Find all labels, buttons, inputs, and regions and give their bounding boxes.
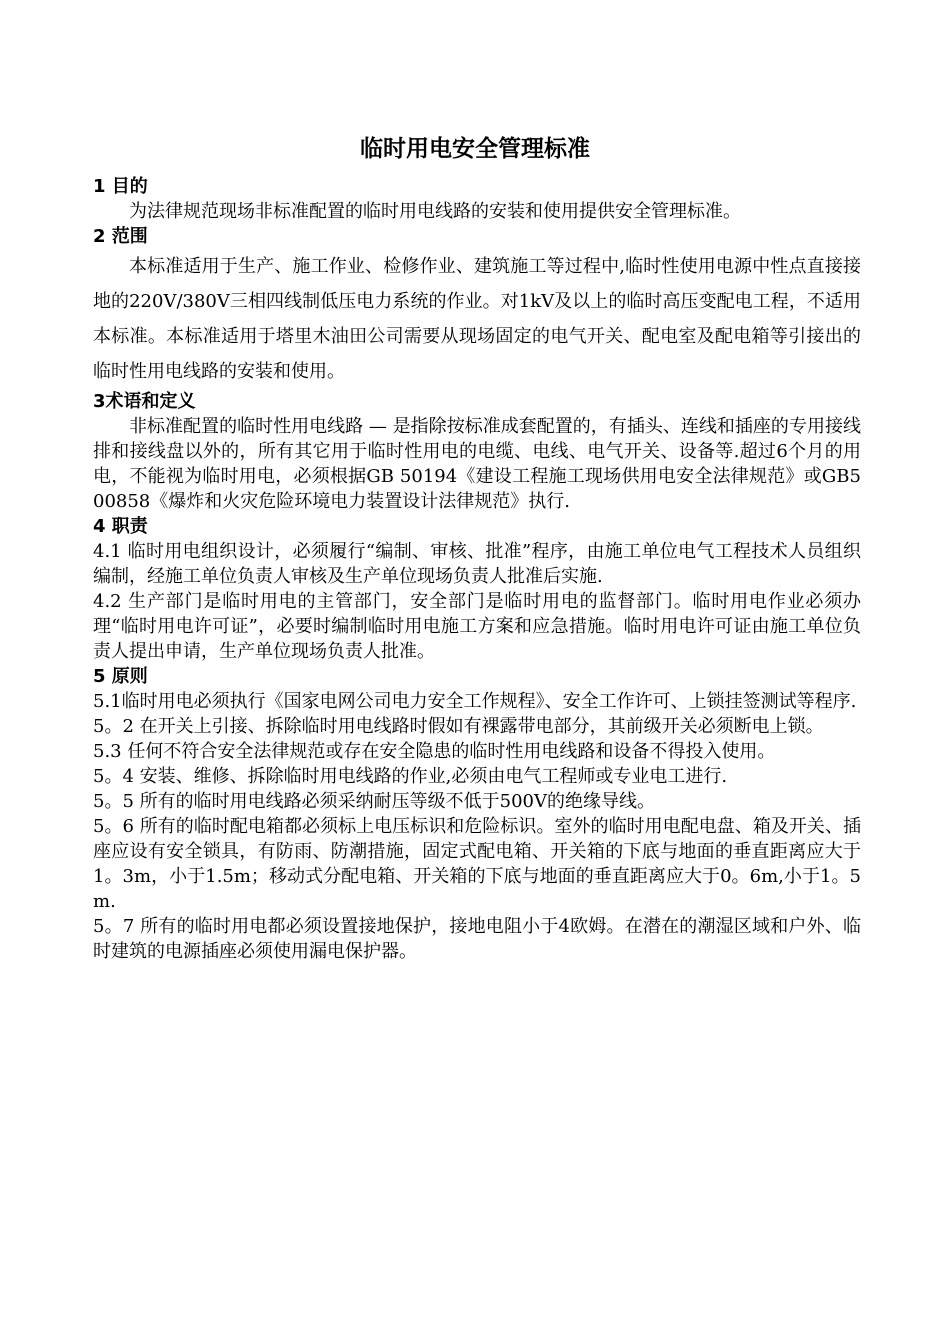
principle-item: 5。6 所有的临时配电箱都必须标上电压标识和危险标识。室外的临时用电配电盘、箱及开关、插座应设有安全锁具，有防雨、防潮措施，固定式配电箱、开关箱的下底与地面的垂直距离应大于1。3m，小于1.5m；移动式分配电箱、开关箱的下底与地面的垂直距离应大于0。6m,小于1。5m. [93, 816, 861, 912]
responsibility-item: 4.2 生产部门是临时用电的主管部门，安全部门是临时用电的监督部门。临时用电作业必须办理“临时用电许可证”，必要时编制临时用电施工方案和应急措施。临时用电许可证由施工单位负责人提出申请，生产单位现场负责人批准。 [93, 591, 861, 662]
principle-item: 5.1临时用电必须执行《国家电网公司电力安全工作规程》、安全工作许可、上锁挂签测试等程序. [93, 691, 857, 712]
terms-paragraph: 非标准配置的临时性用电线路 — 是指除按标准成套配置的，有插头、连线和插座的专用接线排和接线盘以外的，所有其它用于临时性用电的电缆、电线、电气开关、设备等.超过6个月的用电，不能视为临时用电，必须根据GB 50194《建设工程施工现场供用电安全法律规范》或GB500858《爆炸和火灾危险环境电力装置设计法律规范》执行. [93, 416, 861, 512]
document-body [93, 174, 861, 964]
principle-item: 5.3 任何不符合安全法律规范或存在安全隐患的临时性用电线路和设备不得投入使用。 [93, 741, 776, 762]
document-title: 临时用电安全管理标准 [360, 136, 590, 162]
section-heading-responsibilities: 4 职责 [93, 516, 148, 537]
scope-paragraph: 本标准适用于生产、施工作业、检修作业、建筑施工等过程中,临时性使用电源中性点直接接地的220V/380V三相四线制低压电力系统的作业。对1kV及以上的临时高压变配电工程，不适用本标准。本标准适用于塔里木油田公司需要从现场固定的电气开关、配电室及配电箱等引接出的临时性用电线路的安装和使用。 [93, 256, 861, 382]
principle-item: 5。4 安装、维修、拆除临时用电线路的作业,必须由电气工程师或专业电工进行. [93, 766, 728, 787]
principle-item: 5。7 所有的临时用电都必须设置接地保护，接地电阻小于4欧姆。在潜在的潮湿区域和户外、临时建筑的电源插座必须使用漏电保护器。 [93, 916, 861, 962]
section-heading-scope: 2 范围 [93, 226, 148, 247]
section-heading-purpose: 1 目的 [93, 176, 148, 197]
principle-item: 5。2 在开关上引接、拆除临时用电线路时假如有裸露带电部分，其前级开关必须断电上锁。 [93, 716, 824, 737]
purpose-paragraph: 为法律规范现场非标准配置的临时用电线路的安装和使用提供安全管理标准。 [129, 201, 741, 222]
principle-item: 5。5 所有的临时用电线路必须采纳耐压等级不低于500V的绝缘导线。 [93, 791, 655, 812]
section-heading-terms: 3术语和定义 [93, 391, 196, 412]
responsibility-item: 4.1 临时用电组织设计，必须履行“编制、审核、批准”程序，由施工单位电气工程技术人员组织编制，经施工单位负责人审核及生产单位现场负责人批准后实施. [93, 541, 861, 587]
section-heading-principles: 5 原则 [93, 666, 148, 687]
